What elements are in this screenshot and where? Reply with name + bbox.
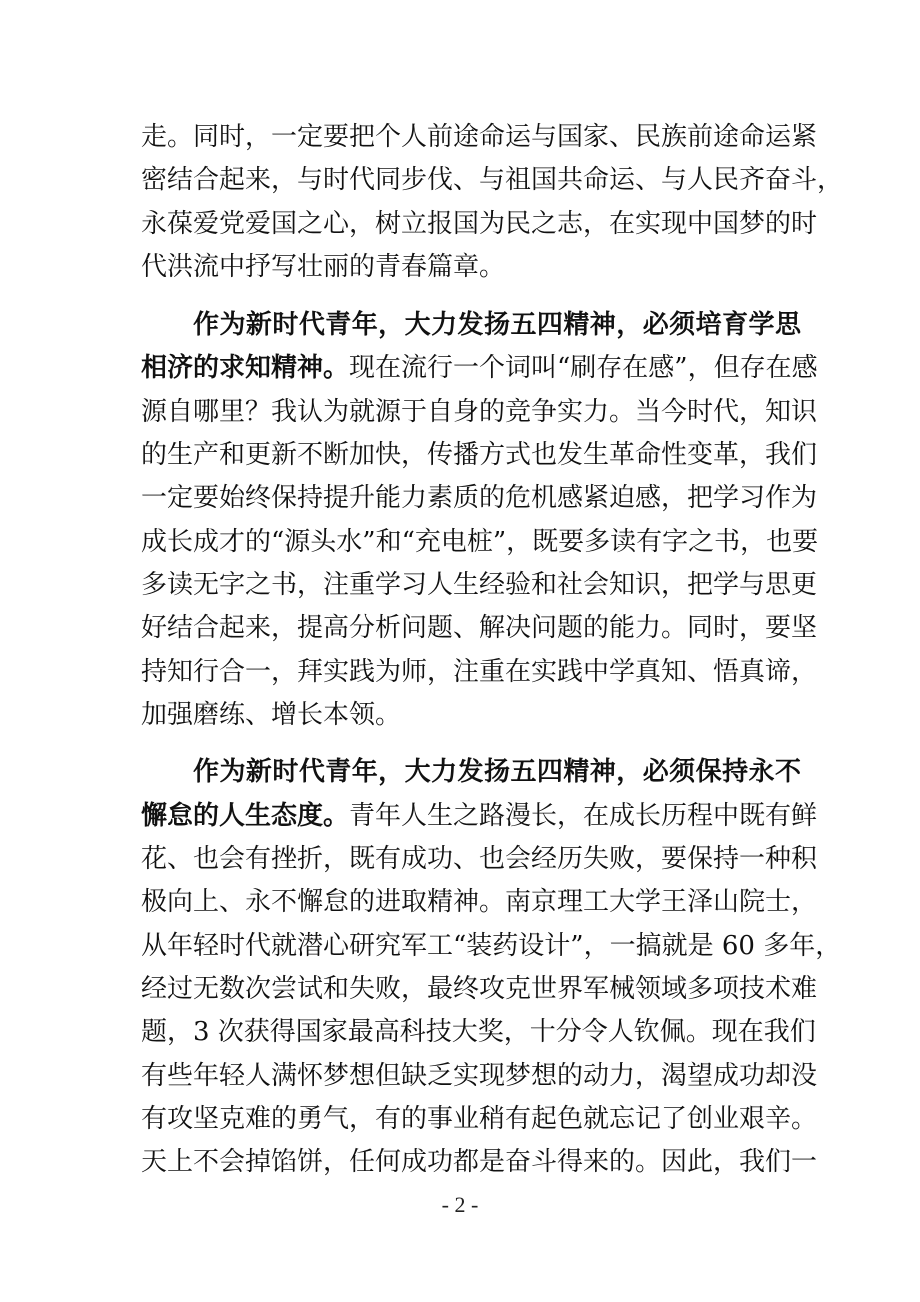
- line-text: 持知行合一，拜实践为师，注重在实践中学真知、悟真谛，: [141, 657, 818, 687]
- line-text: 现在流行一个词叫“刷存在感”，但存在感: [349, 353, 818, 383]
- line-text: 密结合起来，与时代同步伐、与祖国共命运、与人民齐奋斗，: [141, 165, 844, 195]
- line-text: 代洪流中抒写壮丽的青春篇章。: [141, 252, 506, 282]
- line-text: 好结合起来，提高分析问题、解决问题的能力。同时，要坚: [141, 613, 818, 643]
- paragraph-line: [141, 924, 842, 968]
- line-text: 源自哪里？我认为就源于自身的竞争实力。当今时代，知识: [141, 397, 818, 427]
- paragraph-line: [141, 880, 818, 924]
- paragraph-heading-line: [193, 750, 801, 794]
- bold-text: 懈怠的人生态度。: [141, 801, 350, 831]
- page-number: - 2 -: [441, 1192, 479, 1217]
- line-text: 有攻坚克难的勇气，有的事业稍有起色就忘记了创业艰辛。: [141, 1104, 818, 1134]
- paragraph-line: [141, 1140, 818, 1184]
- line-text: 的生产和更新不断加快，传播方式也发生革命性变革，我们: [141, 440, 818, 470]
- paragraph-line: [141, 693, 801, 737]
- line-text: 加强磨练、增长本领。: [141, 700, 402, 730]
- paragraph-line: [141, 245, 801, 289]
- line-text: 花、也会有挫折，既有成功、也会经历失败，要保持一种积: [141, 844, 818, 874]
- paragraph-line: [141, 520, 819, 564]
- paragraph-line: [141, 606, 818, 650]
- paragraph-line: [141, 837, 818, 881]
- line-text: 经过无数次尝试和失败，最终攻克世界军械领域多项技术难: [141, 974, 818, 1004]
- paragraph-line: [141, 794, 818, 838]
- line-text: 从年轻时代就潜心研究军工“装药设计”，一搞就是 60 多年，: [141, 931, 842, 961]
- line-text: 题，3 次获得国家最高科技大奖，十分令人钦佩。现在我们: [141, 1017, 816, 1047]
- line-text: 有些年轻人满怀梦想但缺乏实现梦想的动力，渴望成功却没: [141, 1061, 818, 1091]
- paragraph-line: [141, 433, 818, 477]
- paragraph-line: [141, 1010, 816, 1054]
- line-text: 极向上、永不懈怠的进取精神。南京理工大学王泽山院士，: [141, 887, 818, 917]
- paragraph-line: [141, 158, 844, 202]
- line-text: 多读无字之书，注重学习人生经验和社会知识，把学与思更: [141, 570, 818, 600]
- line-text: 一定要始终保持提升能力素质的危机感紧迫感，把学习作为: [141, 483, 818, 513]
- paragraph-line: [141, 476, 818, 520]
- paragraph-line: [141, 1054, 818, 1098]
- paragraph-heading-line: [193, 303, 801, 347]
- line-text: 天上不会掉馅饼，任何成功都是奋斗得来的。因此，我们一: [141, 1147, 818, 1177]
- paragraph-line: [141, 346, 818, 390]
- line-text: 青年人生之路漫长，在成长历程中既有鲜: [349, 801, 818, 831]
- paragraph-line: [141, 202, 818, 246]
- paragraph-line: [141, 390, 818, 434]
- bold-text: 相济的求知精神。: [141, 353, 350, 383]
- line-text: 永葆爱党爱国之心，树立报国为民之志，在实现中国梦的时: [141, 209, 818, 239]
- paragraph-line: [141, 115, 818, 159]
- paragraph-line: [141, 1097, 818, 1141]
- line-text: 成长成才的“源头水”和“充电桩”，既要多读有字之书，也要: [141, 527, 819, 557]
- bold-text: 作为新时代青年，大力发扬五四精神，必须培育学思: [193, 310, 801, 340]
- paragraph-line: [141, 563, 818, 607]
- line-text: 走。同时，一定要把个人前途命运与国家、民族前途命运紧: [141, 122, 818, 152]
- paragraph-line: [141, 967, 818, 1011]
- bold-text: 作为新时代青年，大力发扬五四精神，必须保持永不: [193, 757, 801, 787]
- paragraph-line: [141, 650, 818, 694]
